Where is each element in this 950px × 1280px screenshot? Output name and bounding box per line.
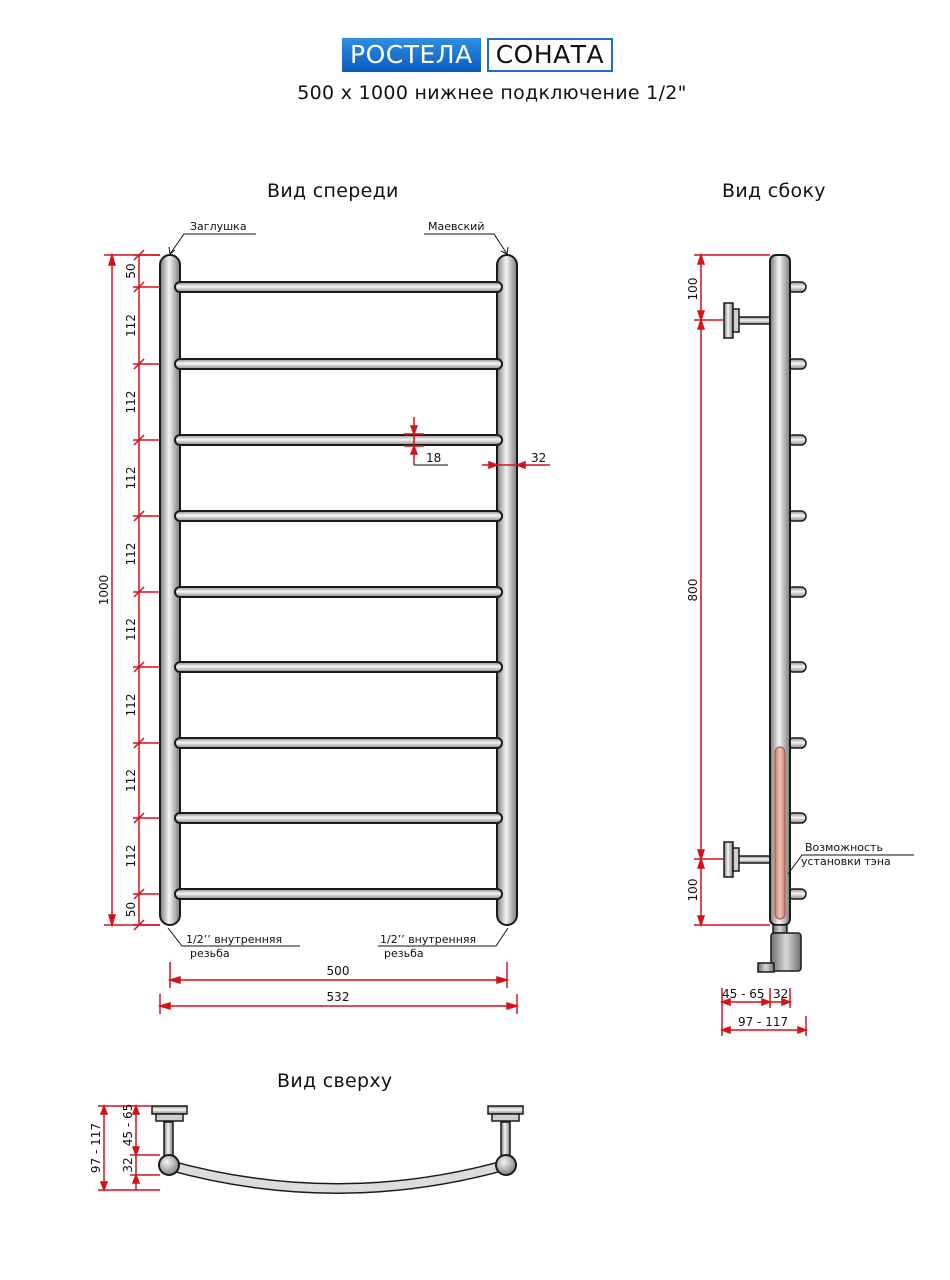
side-bottom-mount-value: 100 — [686, 878, 700, 902]
step-dimension-tick — [133, 282, 160, 292]
bottom-fitting — [758, 925, 801, 972]
side-pipe-value: 32 — [773, 987, 789, 1001]
top-rung-arc — [168, 1165, 506, 1189]
side-mount-distance-value: 800 — [686, 578, 700, 602]
top-wall-bracket — [724, 303, 772, 338]
step-dimension-tick — [133, 587, 160, 597]
heater-element — [775, 747, 785, 919]
rung — [175, 813, 502, 823]
rung — [175, 359, 502, 369]
rung — [175, 587, 502, 597]
top-right-pipe-section — [496, 1155, 516, 1175]
side-depth-value: 97 - 117 — [738, 1015, 789, 1029]
step-dimension-tick — [133, 662, 160, 672]
side-view-title: Вид сбоку — [722, 180, 826, 202]
step-dimension-value: 112 — [124, 769, 138, 792]
rung — [175, 282, 502, 292]
step-dimensions — [124, 250, 160, 930]
front-view — [97, 220, 550, 1014]
top-left-pipe-section — [159, 1155, 179, 1175]
rung — [175, 511, 502, 521]
top-pipe-value: 32 — [121, 1157, 135, 1173]
top-depth-value: 97 - 117 — [89, 1122, 103, 1174]
rung — [175, 662, 502, 672]
step-dimension-tick — [133, 813, 160, 823]
side-top-mount-value: 100 — [686, 277, 700, 301]
total-width-value: 532 — [326, 990, 350, 1004]
step-dimension-value: 112 — [124, 542, 138, 566]
step-dimension-value: 112 — [124, 314, 138, 337]
mayevsky-label: Маевский — [428, 220, 485, 233]
bottom-wall-bracket — [724, 842, 772, 877]
side-view — [686, 255, 914, 1036]
side-vertical-dimensions — [694, 255, 770, 925]
mayevsky-leader — [424, 234, 507, 254]
step-dimension-value: 50 — [124, 901, 138, 918]
step-dimension-value: 50 — [124, 263, 138, 279]
heater-label-1: Возможность — [805, 841, 883, 854]
rungs — [175, 282, 502, 899]
center-distance-value: 500 — [326, 964, 350, 978]
plug-label: Заглушка — [190, 220, 247, 233]
right-thread-label-1: 1/2’’ внутренняя — [380, 933, 477, 946]
total-height-dimension — [104, 255, 160, 925]
top-right-wall-plate — [488, 1106, 523, 1114]
rung — [175, 738, 502, 748]
brand-name: РОСТЕЛА — [342, 38, 481, 72]
side-wall-gap-value: 45 - 65 — [722, 987, 765, 1001]
top-view — [89, 1104, 523, 1190]
step-dimension-tick — [133, 511, 160, 521]
step-dimension-value: 112 — [124, 390, 138, 414]
step-dimension-tick — [133, 889, 160, 899]
bar-diameter-value: 18 — [426, 451, 442, 465]
rung — [175, 889, 502, 899]
step-dimension-tick — [133, 738, 160, 748]
model-name: СОНАТА — [487, 38, 613, 72]
front-view-title: Вид спереди — [267, 180, 399, 202]
left-thread-label-1: 1/2’’ внутренняя — [186, 933, 283, 946]
top-wall-gap-value: 45 - 65 — [121, 1103, 135, 1147]
step-dimension-value: 112 — [124, 844, 138, 868]
step-dimension-tick — [133, 920, 160, 930]
product-subtitle: 500 x 1000 нижнее подключение 1/2" — [297, 82, 687, 104]
top-left-wall-plate — [152, 1106, 187, 1114]
left-thread-label-2: резьба — [190, 947, 230, 960]
total-height-value: 1000 — [97, 574, 111, 606]
step-dimension-value: 112 — [124, 618, 138, 641]
right-thread-label-2: резьба — [384, 947, 424, 960]
heater-label-2: установки тэна — [801, 855, 891, 868]
plug-leader — [170, 234, 256, 254]
step-dimension-tick — [133, 250, 160, 260]
step-dimension-value: 112 — [124, 466, 138, 490]
pipe-diameter-value: 32 — [531, 451, 547, 465]
top-view-title: Вид сверху — [277, 1070, 393, 1092]
step-dimension-tick — [133, 359, 160, 369]
step-dimension-value: 112 — [124, 693, 138, 717]
rung — [175, 435, 502, 445]
step-dimension-tick — [133, 435, 160, 445]
